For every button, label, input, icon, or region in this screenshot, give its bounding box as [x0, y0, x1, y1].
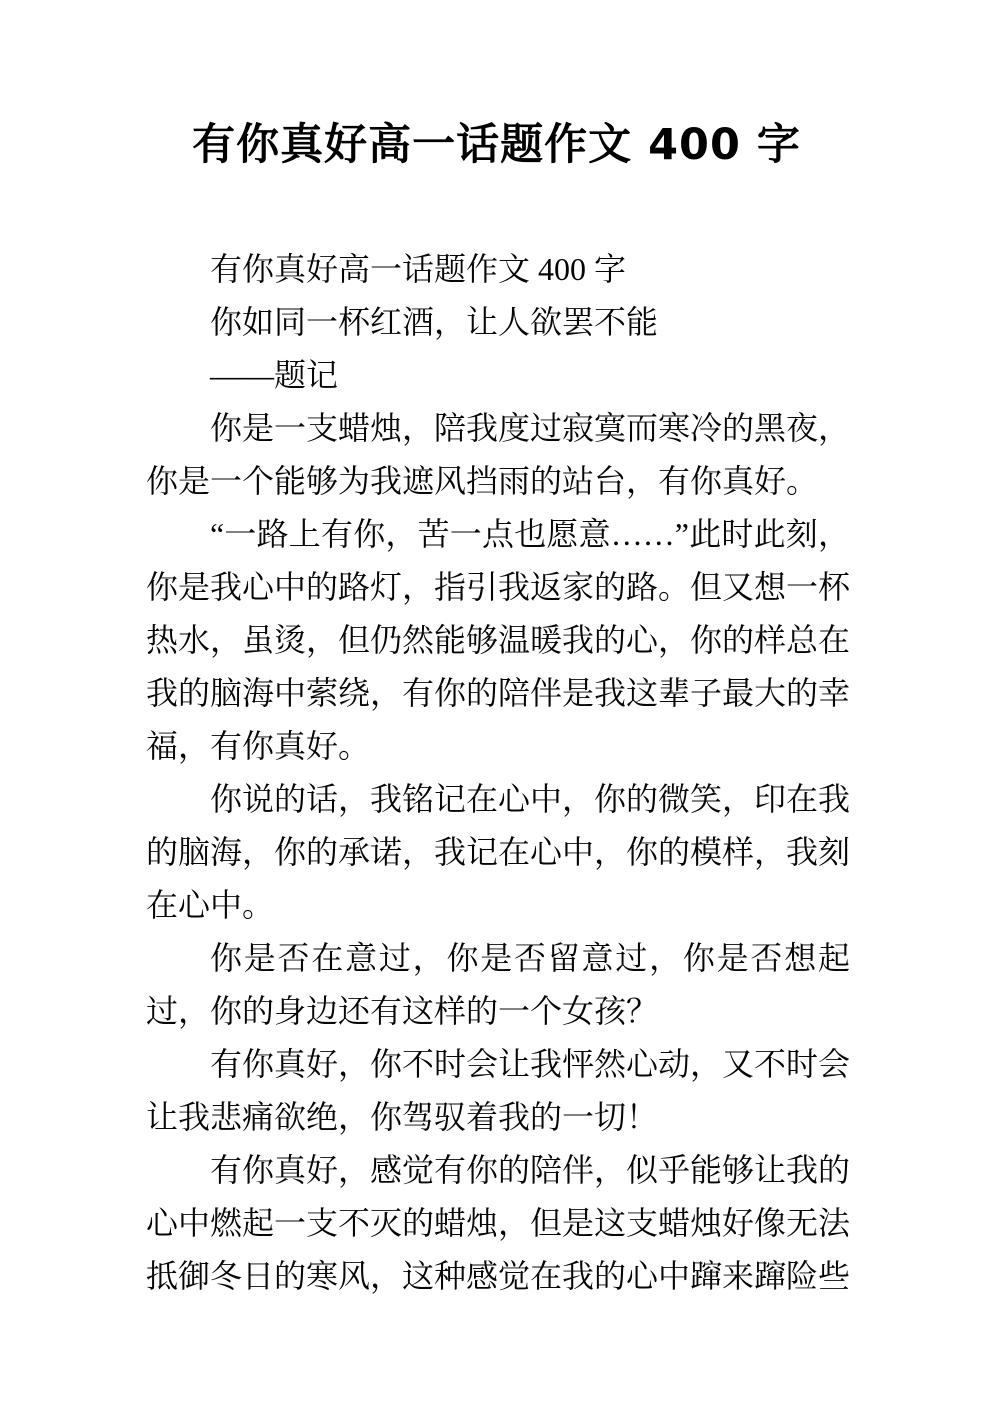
essay-paragraph: 有你真好，感觉有你的陪伴，似乎能够让我的心中燃起一支不灭的蜡烛，但是这支蜡烛好像无法抵御冬日的寒风，这种感觉在我的心中蹿来蹿险些: [146, 1152, 851, 1294]
essay-paragraph: 有你真好高一话题作文 400 字: [210, 251, 627, 287]
essay-paragraph: 你是否在意过，你是否留意过，你是否想起过，你的身边还有这样的一个女孩？: [146, 940, 850, 1029]
essay-paragraph: 有你真好，你不时会让我怦然心动，又不时会让我悲痛欲绝，你驾驭着我的一切！: [146, 1046, 851, 1135]
essay-paragraph: 你是一支蜡烛，陪我度过寂寞而寒冷的黑夜，你是一个能够为我遮风挡雨的站台，有你真好。: [146, 410, 851, 499]
essay-paragraph: 你如同一杯红酒，让人欲罢不能: [210, 304, 659, 340]
essay-paragraph: “一路上有你，苦一点也愿意……”此时此刻，你是我心中的路灯，指引我返家的路。但又想一杯热水，虽烫，但仍然能够温暖我的心，你的样总在我的脑海中萦绕，有你的陪伴是我这辈子最大的幸福，有你真好。: [146, 516, 851, 764]
essay-paragraph: ——题记: [210, 357, 339, 393]
essay-paragraph: 你说的话，我铭记在心中，你的微笑，印在我的脑海，你的承诺，我记在心中，你的模样，我刻在心中。: [146, 781, 851, 923]
essay-body: [146, 243, 850, 1303]
document-title: 有你真好高一话题作文 400 字: [192, 120, 801, 170]
